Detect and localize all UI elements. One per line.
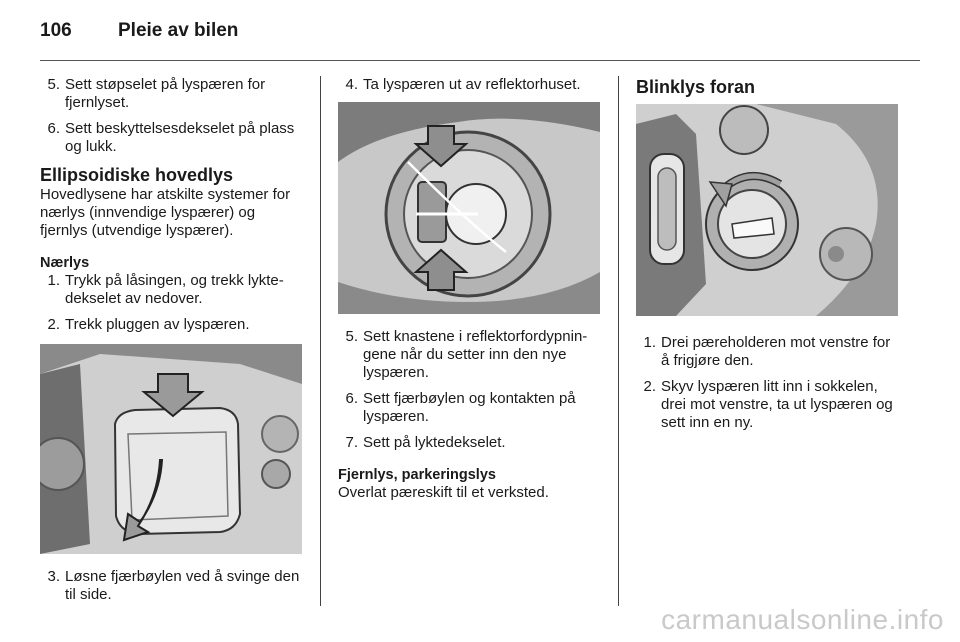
step-number: 2. xyxy=(643,378,656,395)
step-number: 6. xyxy=(47,120,60,137)
step-item xyxy=(636,334,900,370)
step-number: 6. xyxy=(345,390,358,407)
turn-signal-illustration xyxy=(636,104,898,316)
step-text: Skyv lyspæren litt inn i sokkelen, drei mot venstre, ta ut lyspæren og sett inn en ny. xyxy=(661,378,893,431)
subheading: Fjernlys, parkeringslys xyxy=(338,467,496,483)
step-text: Trekk pluggen av lyspæren. xyxy=(65,316,250,333)
step-text: Trykk på låsingen, og trekk lykte-dekselet av nedover. xyxy=(65,272,284,307)
watermark: carmanualsonline.info xyxy=(661,604,944,635)
step-number: 4. xyxy=(345,76,358,93)
column-2 xyxy=(338,76,602,502)
step-text: Sett knastene i reflektorfordypnin-gene når du setter inn den nye lyspæren. xyxy=(363,328,588,381)
step-item xyxy=(40,272,302,308)
step-item xyxy=(40,120,302,156)
step-text: Sett beskyttelsesdekselet på plass og lukk. xyxy=(65,120,295,155)
header-rule xyxy=(40,60,920,61)
page-number: 106 xyxy=(40,20,72,41)
step-text: Løsne fjærbøylen ved å svinge den til side. xyxy=(65,568,300,603)
step-item xyxy=(636,378,900,432)
step-number: 1. xyxy=(47,272,60,289)
step-number: 5. xyxy=(345,328,358,345)
step-number: 2. xyxy=(47,316,60,333)
sub-text: Overlat pæreskift til et verksted. xyxy=(338,484,549,501)
column-divider xyxy=(320,76,321,606)
step-item xyxy=(338,76,602,94)
headlamp-cover-illustration xyxy=(40,344,302,554)
section-heading: Ellipsoidiske hovedlys xyxy=(40,165,234,185)
step-number: 1. xyxy=(643,334,656,351)
reflector-bulb-illustration xyxy=(338,102,600,314)
subheading: Nærlys xyxy=(40,255,90,271)
column-1 xyxy=(40,76,302,612)
page-title: Pleie av bilen xyxy=(118,20,239,41)
section-text: Hovedlysene har atskilte systemer for nærlys (innvendige lyspærer) og fjernlys (utvendige lyspærer). xyxy=(40,186,291,239)
step-number: 5. xyxy=(47,76,60,93)
step-item xyxy=(338,328,602,382)
step-item xyxy=(40,76,302,112)
step-number: 7. xyxy=(345,434,358,451)
section-heading: Blinklys foran xyxy=(636,77,756,97)
step-text: Sett fjærbøylen og kontakten på lyspæren. xyxy=(363,390,576,425)
page-header xyxy=(40,20,238,42)
step-text: Sett støpselet på lyspæren for fjernlyset. xyxy=(65,76,266,111)
step-item xyxy=(40,316,302,334)
column-divider xyxy=(618,76,619,606)
step-text: Drei pæreholderen mot venstre for å frigjøre den. xyxy=(661,334,891,369)
step-text: Sett på lyktedekselet. xyxy=(363,434,506,451)
step-item xyxy=(338,434,602,452)
step-number: 3. xyxy=(47,568,60,585)
step-item xyxy=(338,390,602,426)
step-item xyxy=(40,568,302,604)
column-3 xyxy=(636,76,900,440)
step-text: Ta lyspæren ut av reflektorhuset. xyxy=(363,76,581,93)
